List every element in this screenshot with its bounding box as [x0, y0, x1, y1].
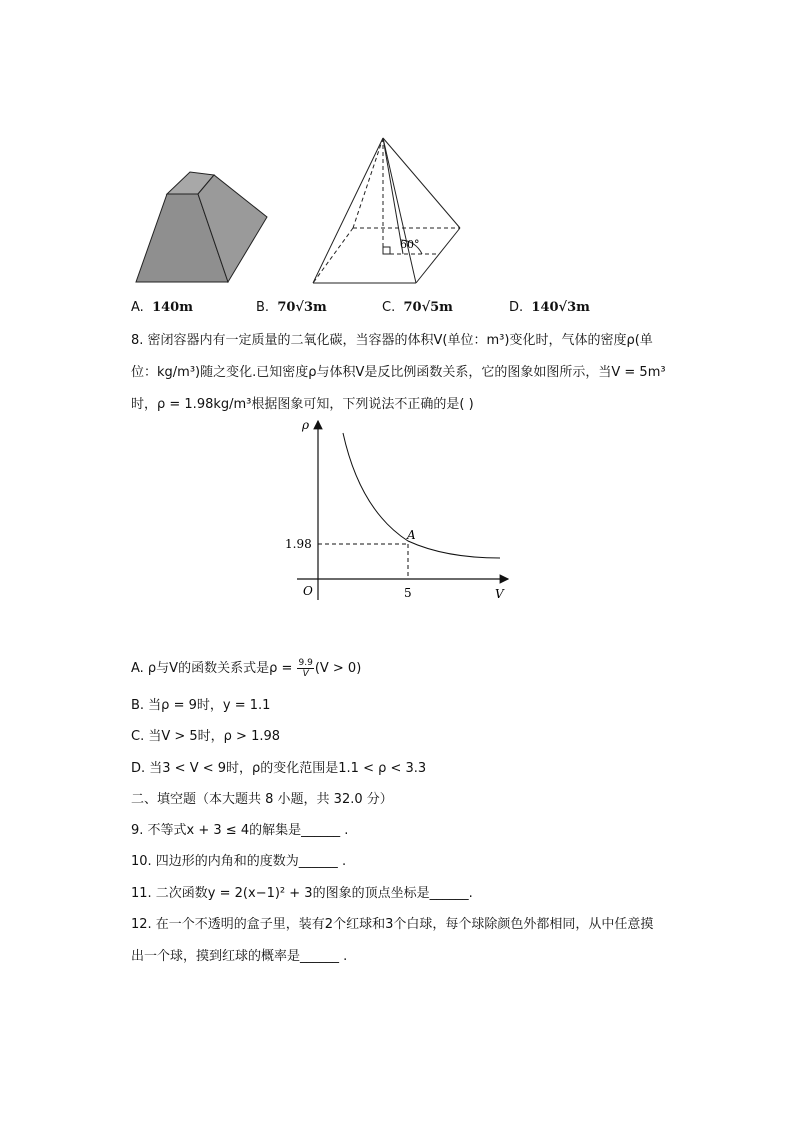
- fraction: $\frac{9.9}{V}$: [298, 658, 313, 679]
- origin-label: O: [303, 584, 313, 598]
- q8-stem-line2: 位：kg/m³)随之变化.已知密度ρ与体积V是反比例函数关系，它的图象如图所示，当V = 5m³: [131, 365, 666, 380]
- section-heading: 二、填空题（本大题共 8 小题，共 32.0 分）: [131, 792, 393, 807]
- q7-option-b: B. 70√3m: [256, 300, 327, 315]
- q11: 11. 二次函数y = 2(x−1)² + 3的图象的顶点坐标是______.: [131, 886, 473, 901]
- prism-figure: [130, 165, 275, 287]
- q7-option-d: D. 140√3m: [509, 300, 590, 315]
- q8-option-a: A. ρ与V的函数关系式是ρ = $\frac{9.9}{V}$ (V > 0): [131, 658, 362, 679]
- x-tick-label: 5: [404, 586, 412, 600]
- q8-option-c: C. 当V > 5时，ρ > 1.98: [131, 729, 281, 744]
- q7-option-c: C. 70√5m: [382, 300, 453, 315]
- q8-stem-line3: 时，ρ = 1.98kg/m³根据图象可知，下列说法不正确的是( ): [131, 397, 474, 412]
- x-axis-label: V: [495, 587, 504, 601]
- q12-line1: 12. 在一个不透明的盒子里，装有2个红球和3个白球，每个球除颜色外都相同，从中任意摸: [131, 917, 654, 932]
- q8-option-d: D. 当3 < V < 9时，ρ的变化范围是1.1 < ρ < 3.3: [131, 761, 427, 776]
- q7-option-a: A. 140m: [131, 300, 193, 315]
- q8-stem-line1: 8. 密闭容器内有一定质量的二氧化碳，当容器的体积V(单位：m³)变化时，气体的密度ρ(单: [131, 333, 653, 348]
- angle-label: 60°: [400, 238, 420, 251]
- pyramid-figure: [305, 130, 465, 290]
- q10: 10. 四边形的内角和的度数为______ .: [131, 854, 347, 869]
- q9: 9. 不等式x + 3 ≤ 4的解集是______ .: [131, 823, 349, 838]
- y-axis-label: ρ: [302, 418, 310, 432]
- point-a-label: A: [407, 528, 416, 542]
- q8-option-b: B. 当ρ = 9时，y = 1.1: [131, 698, 271, 713]
- y-tick-label: 1.98: [285, 537, 312, 551]
- inverse-proportion-graph: [280, 415, 515, 605]
- q12-line2: 出一个球，摸到红球的概率是______ .: [131, 949, 348, 964]
- hyperbola-curve: [343, 433, 500, 558]
